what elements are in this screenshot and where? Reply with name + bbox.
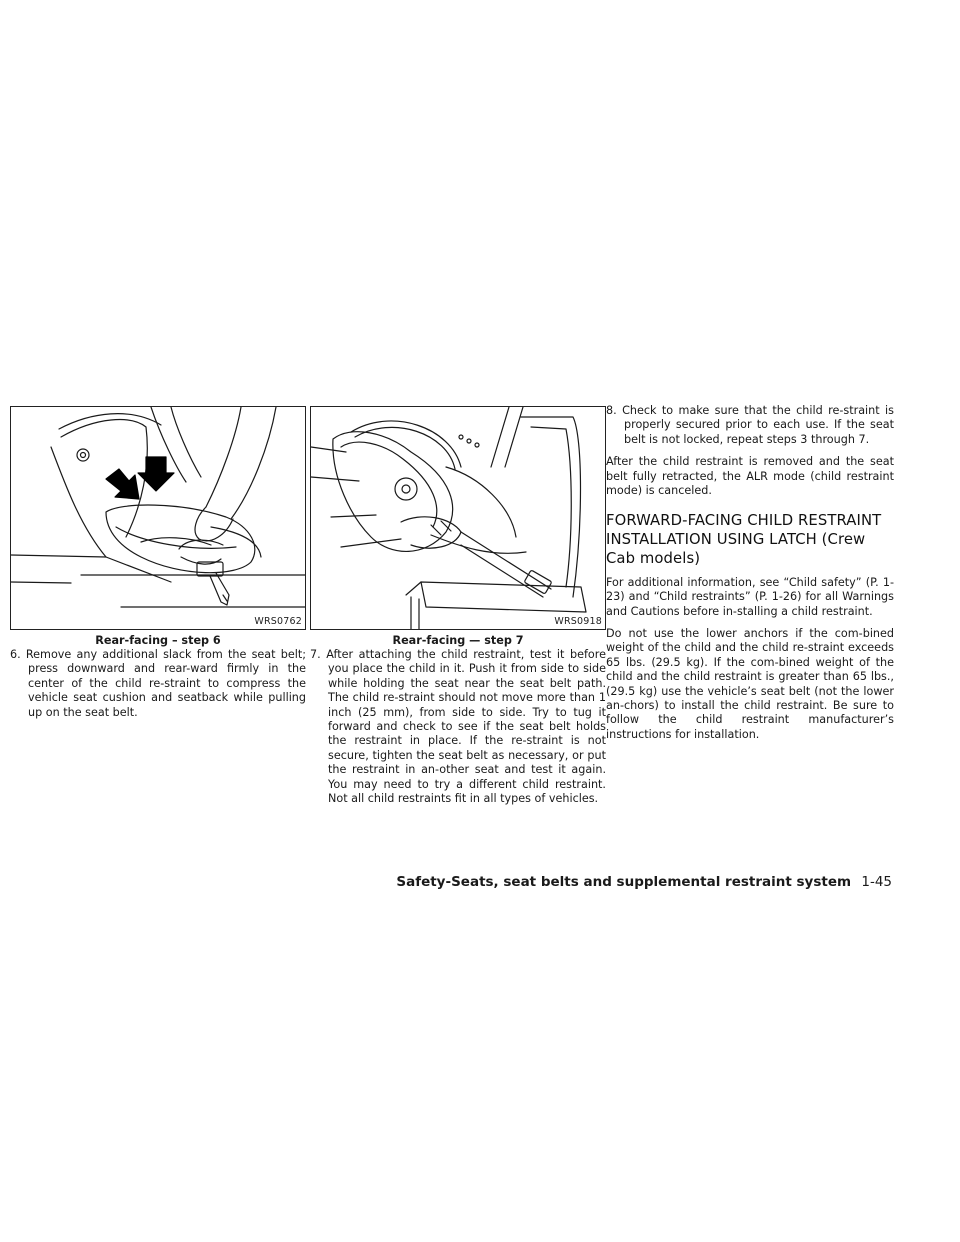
- column-1: [10, 406, 306, 720]
- section-heading: FORWARD-FACING CHILD RESTRAINT INSTALLATION USING LATCH (Crew Cab models): [606, 512, 882, 568]
- figure-code: WRS0762: [254, 616, 302, 627]
- figure-code: WRS0918: [554, 616, 602, 627]
- column-2: [310, 406, 606, 806]
- illustration-press-seat: [11, 407, 306, 630]
- after-removal-text: After the child restraint is removed and the seat belt fully retracted, the ALR mode (child restraint mode) is canceled.: [606, 455, 894, 498]
- section-para-1: For additional information, see “Child safety” (P. 1-23) and “Child restraints” (P. 1-26) for all Warnings and Cautions before in-stalling a child restraint.: [606, 575, 894, 618]
- illustration-tug-restraint: [311, 407, 606, 630]
- step-8-text: 8. Check to make sure that the child re-straint is properly secured prior to each use. If the seat belt is not locked, repeat steps 3 through 7.: [606, 404, 894, 446]
- figure-rear-facing-step-7: [310, 406, 606, 630]
- section-para-2: Do not use the lower anchors if the com-bined weight of the child and the child re-straint exceeds 65 lbs. (29.5 kg). If the com-bined weight of the child and the child restraint is greater than 65 lbs., (29.5 kg) use the vehicle’s seat belt (not the lower an-chors) to install the child restraint. Be sure to follow the child restraint manufacturer’s instructions for installation.: [606, 627, 894, 741]
- column-3: [606, 404, 894, 750]
- page-footer: [396, 874, 892, 890]
- page-number: 1-45: [861, 874, 892, 890]
- figure-caption: Rear-facing – step 6: [95, 634, 221, 647]
- step-6-text: 6. Remove any additional slack from the seat belt; press downward and rear-ward firmly in the center of the child re-straint to compress the vehicle seat cushion and seatback while pulling up on the seat belt.: [10, 648, 306, 719]
- figure-rear-facing-step-6: [10, 406, 306, 630]
- step-7-text: 7. After attaching the child restraint, test it before you place the child in it. Push it from side to side while holding the seat near the seat belt path. The child re-straint should not move more than 1 inch (25 mm), from side to side. Try to tug it forward and check to see if the seat belt holds the restraint in place. If the re-straint is not secure, tighten the seat belt as necessary, or put the restraint in an-other seat and test it again. You may need to try a different child restraint. Not all child restraints fit in all types of vehicles.: [310, 648, 606, 806]
- footer-section-title: Safety-Seats, seat belts and supplemental restraint system: [396, 874, 852, 890]
- figure-caption: Rear-facing — step 7: [392, 634, 524, 647]
